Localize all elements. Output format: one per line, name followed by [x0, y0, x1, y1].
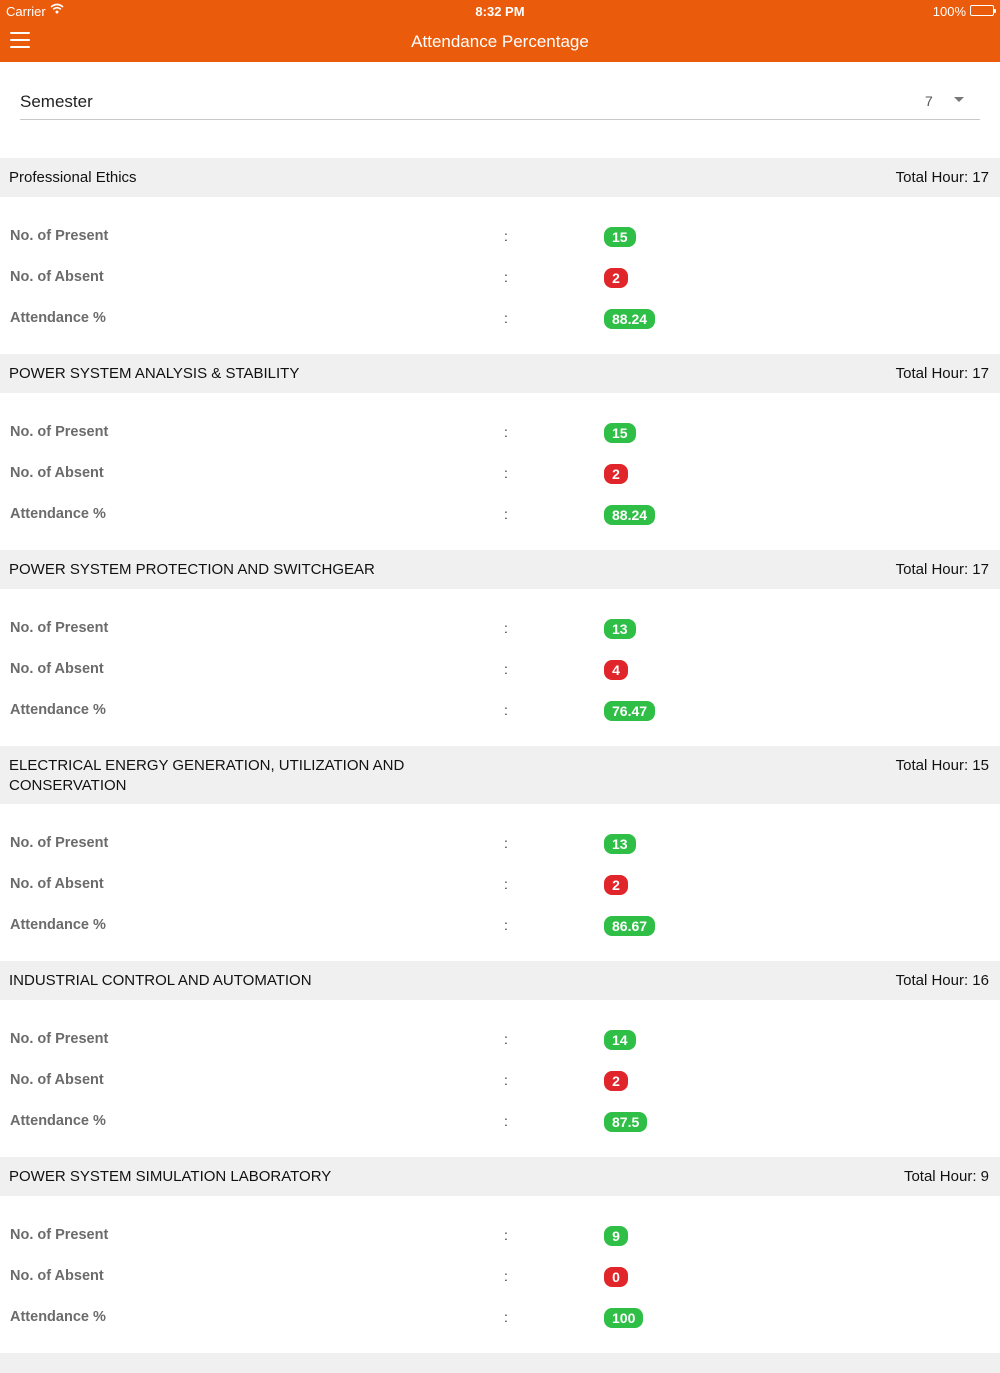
- stat-label: No. of Present: [10, 620, 109, 636]
- stat-separator: :: [504, 702, 508, 718]
- stat-separator: :: [504, 1072, 508, 1088]
- stat-label: No. of Present: [10, 424, 109, 440]
- subject-card: [0, 158, 1000, 354]
- stat-separator: :: [504, 1113, 508, 1129]
- stat-row-percent: [0, 299, 1000, 340]
- stat-row-absent: [0, 650, 1000, 691]
- percent-badge: 88.24: [604, 505, 655, 525]
- attendance-stats: [0, 1000, 1000, 1157]
- stat-label: Attendance %: [10, 506, 106, 522]
- stat-row-present: [0, 824, 1000, 865]
- stat-separator: :: [504, 269, 508, 285]
- stat-separator: :: [504, 424, 508, 440]
- subject-header: [0, 550, 1000, 589]
- stat-label: No. of Absent: [10, 661, 104, 677]
- absent-badge: 2: [604, 268, 628, 288]
- absent-badge: 2: [604, 464, 628, 484]
- subject-card: [0, 961, 1000, 1157]
- stat-row-percent: [0, 906, 1000, 947]
- subject-card: [0, 1157, 1000, 1353]
- subject-header: [0, 1157, 1000, 1196]
- percent-badge: 88.24: [604, 309, 655, 329]
- semester-value: 7: [925, 93, 933, 109]
- stat-label: No. of Absent: [10, 269, 104, 285]
- stat-label: No. of Present: [10, 835, 109, 851]
- stat-row-absent: [0, 454, 1000, 495]
- subject-header: [0, 961, 1000, 1000]
- stat-label: No. of Absent: [10, 465, 104, 481]
- subject-card: [0, 746, 1000, 961]
- absent-badge: 0: [604, 1267, 628, 1287]
- page-title: Attendance Percentage: [411, 32, 589, 51]
- battery-percent: 100%: [932, 4, 966, 19]
- total-hours: Total Hour: 15: [895, 757, 989, 774]
- stat-separator: :: [504, 310, 508, 326]
- attendance-stats: [0, 197, 1000, 354]
- percent-badge: 86.67: [604, 916, 655, 936]
- stat-separator: :: [504, 465, 508, 481]
- absent-badge: 4: [604, 660, 628, 680]
- stat-separator: :: [504, 835, 508, 851]
- subject-name: POWER SYSTEM PROTECTION AND SWITCHGEAR: [9, 560, 375, 578]
- present-badge: 13: [604, 619, 636, 639]
- clock: 8:32 PM: [475, 4, 525, 19]
- stat-row-percent: [0, 691, 1000, 732]
- battery-icon: [970, 5, 994, 16]
- stat-separator: :: [504, 1227, 508, 1243]
- stat-label: No. of Absent: [10, 1072, 104, 1088]
- stat-separator: :: [504, 1031, 508, 1047]
- present-badge: 14: [604, 1030, 636, 1050]
- percent-badge: 100: [604, 1308, 643, 1328]
- subject-header: [0, 354, 1000, 393]
- subject-name: POWER SYSTEM SIMULATION LABORATORY: [9, 1167, 332, 1185]
- stat-row-absent: [0, 1257, 1000, 1298]
- present-badge: 9: [604, 1226, 628, 1246]
- stat-label: Attendance %: [10, 1309, 106, 1325]
- stat-row-present: [0, 413, 1000, 454]
- subject-header: [0, 158, 1000, 197]
- stat-separator: :: [504, 917, 508, 933]
- stat-separator: :: [504, 1268, 508, 1284]
- subject-name: Professional Ethics: [9, 168, 137, 186]
- percent-badge: 76.47: [604, 701, 655, 721]
- stat-row-absent: [0, 865, 1000, 906]
- next-subject-header-partial: [0, 1353, 1000, 1373]
- attendance-stats: [0, 393, 1000, 550]
- stat-label: No. of Present: [10, 1031, 109, 1047]
- stat-separator: :: [504, 228, 508, 244]
- stat-label: No. of Absent: [10, 1268, 104, 1284]
- stat-row-present: [0, 1020, 1000, 1061]
- subject-name: INDUSTRIAL CONTROL AND AUTOMATION: [9, 971, 312, 989]
- attendance-stats: [0, 804, 1000, 961]
- present-badge: 15: [604, 227, 636, 247]
- total-hours: Total Hour: 17: [895, 560, 989, 578]
- stat-label: Attendance %: [10, 310, 106, 326]
- stat-row-absent: [0, 1061, 1000, 1102]
- stat-row-present: [0, 1216, 1000, 1257]
- subject-list: [0, 158, 1000, 1373]
- navigation-bar: [0, 22, 1000, 62]
- subject-card: [0, 354, 1000, 550]
- attendance-stats: [0, 1196, 1000, 1353]
- stat-row-percent: [0, 1102, 1000, 1143]
- attendance-stats: [0, 589, 1000, 746]
- stat-label: Attendance %: [10, 917, 106, 933]
- stat-label: No. of Present: [10, 1227, 109, 1243]
- subject-header: [0, 746, 1000, 804]
- stat-label: Attendance %: [10, 702, 106, 718]
- semester-label: Semester: [20, 92, 93, 111]
- stat-row-percent: [0, 1298, 1000, 1339]
- subject-name: POWER SYSTEM ANALYSIS & STABILITY: [9, 364, 300, 382]
- stat-label: No. of Absent: [10, 876, 104, 892]
- semester-dropdown[interactable]: [20, 62, 980, 120]
- stat-separator: :: [504, 620, 508, 636]
- total-hours: Total Hour: 17: [895, 364, 989, 382]
- present-badge: 13: [604, 834, 636, 854]
- total-hours: Total Hour: 9: [903, 1167, 989, 1185]
- present-badge: 15: [604, 423, 636, 443]
- stat-row-present: [0, 609, 1000, 650]
- total-hours: Total Hour: 16: [895, 971, 989, 989]
- absent-badge: 2: [604, 875, 628, 895]
- stat-row-percent: [0, 495, 1000, 536]
- stat-label: Attendance %: [10, 1113, 106, 1129]
- percent-badge: 87.5: [604, 1112, 647, 1132]
- absent-badge: 2: [604, 1071, 628, 1091]
- stat-label: No. of Present: [10, 228, 109, 244]
- status-bar: [0, 0, 1000, 22]
- stat-row-absent: [0, 258, 1000, 299]
- stat-separator: :: [504, 661, 508, 677]
- subject-name: ELECTRICAL ENERGY GENERATION, UTILIZATION AND CONSERVATION: [9, 757, 405, 794]
- carrier-label: Carrier: [6, 4, 46, 19]
- stat-separator: :: [504, 876, 508, 892]
- stat-separator: :: [504, 1309, 508, 1325]
- total-hours: Total Hour: 17: [895, 168, 989, 186]
- stat-row-present: [0, 217, 1000, 258]
- app-header: [0, 0, 1000, 62]
- subject-card: [0, 550, 1000, 746]
- chevron-down-icon: [954, 97, 964, 102]
- stat-separator: :: [504, 506, 508, 522]
